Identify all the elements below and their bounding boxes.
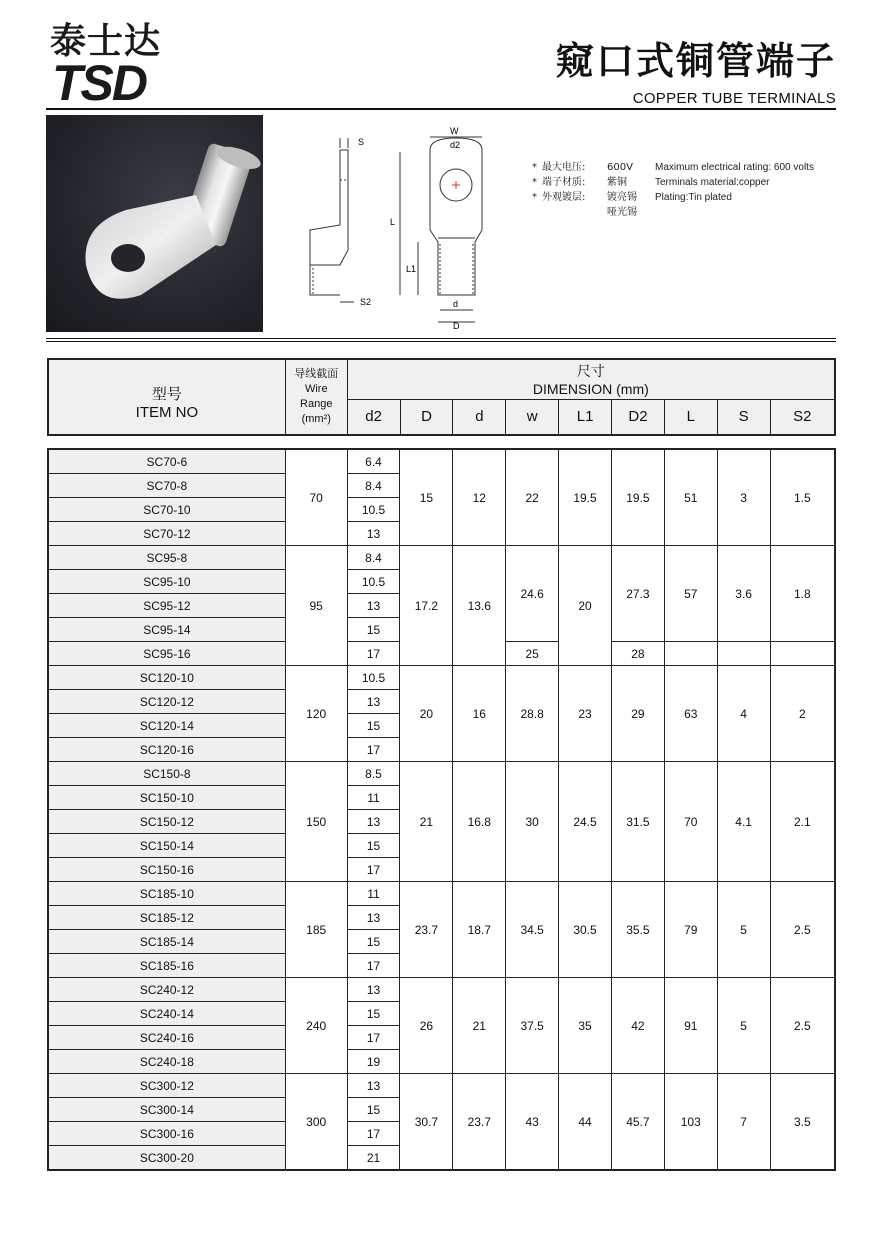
d2-cell: 10.5 xyxy=(347,666,400,690)
label-d-large: D xyxy=(453,321,460,330)
header-item-cn: 型号 xyxy=(151,386,182,403)
wire-range-cell: 300 xyxy=(285,1074,347,1171)
S-cell: 4 xyxy=(717,666,770,762)
d2-cell: 17 xyxy=(347,738,400,762)
header-item-en: ITEM NO xyxy=(135,404,199,421)
d2-cell: 17 xyxy=(347,1026,400,1050)
L1-cell: 24.5 xyxy=(559,762,612,882)
item-no-cell: SC95-8 xyxy=(48,546,285,570)
d2-cell: 6.4 xyxy=(347,449,400,474)
label-d2: d2 xyxy=(450,140,461,150)
S-cell xyxy=(717,642,770,666)
D-cell: 26 xyxy=(400,978,453,1074)
table-row xyxy=(48,762,835,786)
d2-cell: 8.4 xyxy=(347,546,400,570)
d-cell: 23.7 xyxy=(453,1074,506,1171)
d2-cell: 17 xyxy=(347,642,400,666)
item-no-cell: SC185-12 xyxy=(48,906,285,930)
spec-row xyxy=(532,190,814,205)
header-wire-range xyxy=(285,359,347,435)
d2-cell: 15 xyxy=(347,1098,400,1122)
item-no-cell: SC95-10 xyxy=(48,570,285,594)
d2-cell: 17 xyxy=(347,858,400,882)
D2-cell: 42 xyxy=(611,978,664,1074)
d-cell: 12 xyxy=(453,449,506,546)
spec-bullet: * xyxy=(532,162,537,173)
L-cell: 63 xyxy=(664,666,717,762)
item-no-cell: SC120-16 xyxy=(48,738,285,762)
L-cell: 57 xyxy=(664,546,717,642)
item-no-cell: SC185-16 xyxy=(48,954,285,978)
D-cell: 17.2 xyxy=(400,546,453,666)
header-wire-en2: Range xyxy=(300,398,333,410)
spec-key: 最大电压: xyxy=(542,162,586,173)
header-col-w: w xyxy=(506,399,559,435)
D-cell: 23.7 xyxy=(400,882,453,978)
item-no-cell: SC185-14 xyxy=(48,930,285,954)
L1-cell: 19.5 xyxy=(559,449,612,546)
L-cell: 70 xyxy=(664,762,717,882)
spec-val: 紫铜 xyxy=(607,177,627,188)
side-view-outline xyxy=(310,150,348,295)
D2-cell: 45.7 xyxy=(611,1074,664,1171)
L-cell: 79 xyxy=(664,882,717,978)
S2-cell: 2.5 xyxy=(770,978,835,1074)
L-cell xyxy=(664,642,717,666)
d2-cell: 15 xyxy=(347,930,400,954)
d-cell: 13.6 xyxy=(453,546,506,666)
page-title-en: COPPER TUBE TERMINALS xyxy=(632,90,836,107)
D-cell: 15 xyxy=(400,449,453,546)
item-no-cell: SC120-10 xyxy=(48,666,285,690)
spec-list xyxy=(532,160,814,220)
d2-cell: 17 xyxy=(347,1122,400,1146)
d2-cell: 13 xyxy=(347,978,400,1002)
header-item-no xyxy=(48,359,285,435)
d2-cell: 15 xyxy=(347,1002,400,1026)
header-wire-unit: (mm²) xyxy=(301,413,331,425)
D-cell: 20 xyxy=(400,666,453,762)
d2-cell: 17 xyxy=(347,954,400,978)
L-cell: 91 xyxy=(664,978,717,1074)
S-cell: 3 xyxy=(717,449,770,546)
front-view-outline xyxy=(430,138,482,295)
D2-cell: 31.5 xyxy=(611,762,664,882)
L1-cell: 44 xyxy=(559,1074,612,1171)
S2-cell: 1.5 xyxy=(770,449,835,546)
S2-cell: 2 xyxy=(770,666,835,762)
item-no-cell: SC240-12 xyxy=(48,978,285,1002)
item-no-cell: SC70-10 xyxy=(48,498,285,522)
d2-cell: 8.4 xyxy=(347,474,400,498)
wire-range-cell: 95 xyxy=(285,546,347,666)
d2-cell: 8.5 xyxy=(347,762,400,786)
header-col-s: S xyxy=(717,399,770,435)
item-no-cell: SC95-16 xyxy=(48,642,285,666)
header-col-d: D xyxy=(400,399,453,435)
w-cell: 24.6 xyxy=(506,546,559,642)
w-cell: 34.5 xyxy=(506,882,559,978)
wire-range-cell: 240 xyxy=(285,978,347,1074)
S2-cell xyxy=(770,642,835,666)
copper-lug-image xyxy=(46,115,263,332)
item-no-cell: SC240-16 xyxy=(48,1026,285,1050)
w-cell: 30 xyxy=(506,762,559,882)
spec-row xyxy=(532,175,814,190)
item-no-cell: SC120-12 xyxy=(48,690,285,714)
L1-cell: 35 xyxy=(559,978,612,1074)
brand-logo-cn: 泰士达 xyxy=(50,21,162,62)
label-l: L xyxy=(390,217,396,227)
table-row xyxy=(48,449,835,474)
table-row xyxy=(48,978,835,1002)
item-no-cell: SC300-20 xyxy=(48,1146,285,1171)
header-wire-en1: Wire xyxy=(304,383,328,395)
D-cell: 30.7 xyxy=(400,1074,453,1171)
d2-cell: 15 xyxy=(347,714,400,738)
S-cell: 5 xyxy=(717,882,770,978)
d2-cell: 11 xyxy=(347,882,400,906)
wire-range-cell: 185 xyxy=(285,882,347,978)
S2-cell: 3.5 xyxy=(770,1074,835,1171)
header-col-d: d xyxy=(453,399,506,435)
header-col-l: L xyxy=(664,399,717,435)
D2-cell: 28 xyxy=(611,642,664,666)
w-cell: 22 xyxy=(506,449,559,546)
spec-en: Terminals material:copper xyxy=(655,177,770,188)
d2-cell: 15 xyxy=(347,834,400,858)
item-no-cell: SC70-6 xyxy=(48,449,285,474)
header-col-d2: d2 xyxy=(347,399,400,435)
spec-val: 600V xyxy=(607,162,633,173)
spec-bullet: * xyxy=(532,192,537,203)
w-cell: 43 xyxy=(506,1074,559,1171)
header-dim-cn: 尺寸 xyxy=(576,363,605,380)
item-no-cell: SC70-8 xyxy=(48,474,285,498)
spec-bullet: * xyxy=(532,177,537,188)
item-no-cell: SC240-18 xyxy=(48,1050,285,1074)
spec-row xyxy=(532,160,814,175)
spec-row xyxy=(532,205,814,220)
D2-cell: 35.5 xyxy=(611,882,664,978)
header-col-d2: D2 xyxy=(612,399,665,435)
wire-range-cell: 120 xyxy=(285,666,347,762)
w-cell: 28.8 xyxy=(506,666,559,762)
item-no-cell: SC95-12 xyxy=(48,594,285,618)
page-title-cn: 窥口式铜管端子 xyxy=(555,39,836,83)
S2-cell: 1.8 xyxy=(770,546,835,642)
wire-range-cell: 70 xyxy=(285,449,347,546)
spec-en: Plating:Tin plated xyxy=(655,192,732,203)
d2-cell: 13 xyxy=(347,906,400,930)
item-no-cell: SC150-12 xyxy=(48,810,285,834)
L1-cell: 23 xyxy=(559,666,612,762)
w-cell: 25 xyxy=(506,642,559,666)
L1-cell: 30.5 xyxy=(559,882,612,978)
label-d-small: d xyxy=(453,299,459,309)
L1-cell: 20 xyxy=(559,546,612,666)
d2-cell: 13 xyxy=(347,594,400,618)
D-cell: 21 xyxy=(400,762,453,882)
d2-cell: 21 xyxy=(347,1146,400,1171)
spec-val: 哑光锡 xyxy=(607,207,637,218)
spec-key: 端子材质: xyxy=(542,177,586,188)
table-row xyxy=(48,666,835,690)
d-cell: 16.8 xyxy=(453,762,506,882)
dimension-drawing xyxy=(290,120,520,330)
spec-table xyxy=(47,448,836,1171)
w-cell: 37.5 xyxy=(506,978,559,1074)
spec-bullet xyxy=(532,205,542,220)
label-s: S xyxy=(358,137,365,147)
item-no-cell: SC150-14 xyxy=(48,834,285,858)
d2-cell: 13 xyxy=(347,522,400,546)
D2-cell: 29 xyxy=(611,666,664,762)
item-no-cell: SC300-16 xyxy=(48,1122,285,1146)
section-divider-bottom xyxy=(46,341,836,342)
item-no-cell: SC150-10 xyxy=(48,786,285,810)
wire-range-cell: 150 xyxy=(285,762,347,882)
header-col-s2: S2 xyxy=(770,399,835,435)
D2-cell: 27.3 xyxy=(611,546,664,642)
table-row xyxy=(48,1074,835,1098)
table-row xyxy=(48,882,835,906)
d2-cell: 19 xyxy=(347,1050,400,1074)
label-w: W xyxy=(450,126,459,136)
item-no-cell: SC300-12 xyxy=(48,1074,285,1098)
header-wire-cn: 导线截面 xyxy=(294,368,339,380)
d-cell: 21 xyxy=(453,978,506,1074)
d2-cell: 13 xyxy=(347,690,400,714)
item-no-cell: SC120-14 xyxy=(48,714,285,738)
S-cell: 7 xyxy=(717,1074,770,1171)
S2-cell: 2.5 xyxy=(770,882,835,978)
header-dim-en: DIMENSION (mm) xyxy=(532,381,649,398)
header-dimension xyxy=(347,359,835,399)
item-no-cell: SC150-8 xyxy=(48,762,285,786)
item-no-cell: SC70-12 xyxy=(48,522,285,546)
item-no-cell: SC300-14 xyxy=(48,1098,285,1122)
spec-key: 外观镀层: xyxy=(542,192,586,203)
S-cell: 3.6 xyxy=(717,546,770,642)
brand-logo-en: TSD xyxy=(52,55,146,111)
d2-cell: 13 xyxy=(347,810,400,834)
table-row xyxy=(48,546,835,570)
label-l1: L1 xyxy=(406,264,417,274)
d2-cell: 10.5 xyxy=(347,498,400,522)
section-divider-top xyxy=(46,338,836,339)
item-no-cell: SC95-14 xyxy=(48,618,285,642)
d-cell: 16 xyxy=(453,666,506,762)
d2-cell: 11 xyxy=(347,786,400,810)
header-col-l1: L1 xyxy=(559,399,612,435)
d2-cell: 10.5 xyxy=(347,570,400,594)
spec-val: 镀亮锡 xyxy=(607,192,637,203)
L-cell: 103 xyxy=(664,1074,717,1171)
D2-cell: 19.5 xyxy=(611,449,664,546)
product-photo xyxy=(46,115,263,332)
spec-en: Maximum electrical rating: 600 volts xyxy=(655,162,814,173)
S-cell: 4.1 xyxy=(717,762,770,882)
d2-cell: 13 xyxy=(347,1074,400,1098)
spec-key xyxy=(542,205,607,220)
d-cell: 18.7 xyxy=(453,882,506,978)
item-no-cell: SC185-10 xyxy=(48,882,285,906)
table-header xyxy=(47,358,836,436)
label-s2: S2 xyxy=(360,297,372,307)
S2-cell: 2.1 xyxy=(770,762,835,882)
header-divider xyxy=(46,108,836,110)
d2-cell: 15 xyxy=(347,618,400,642)
L-cell: 51 xyxy=(664,449,717,546)
S-cell: 5 xyxy=(717,978,770,1074)
item-no-cell: SC150-16 xyxy=(48,858,285,882)
item-no-cell: SC240-14 xyxy=(48,1002,285,1026)
